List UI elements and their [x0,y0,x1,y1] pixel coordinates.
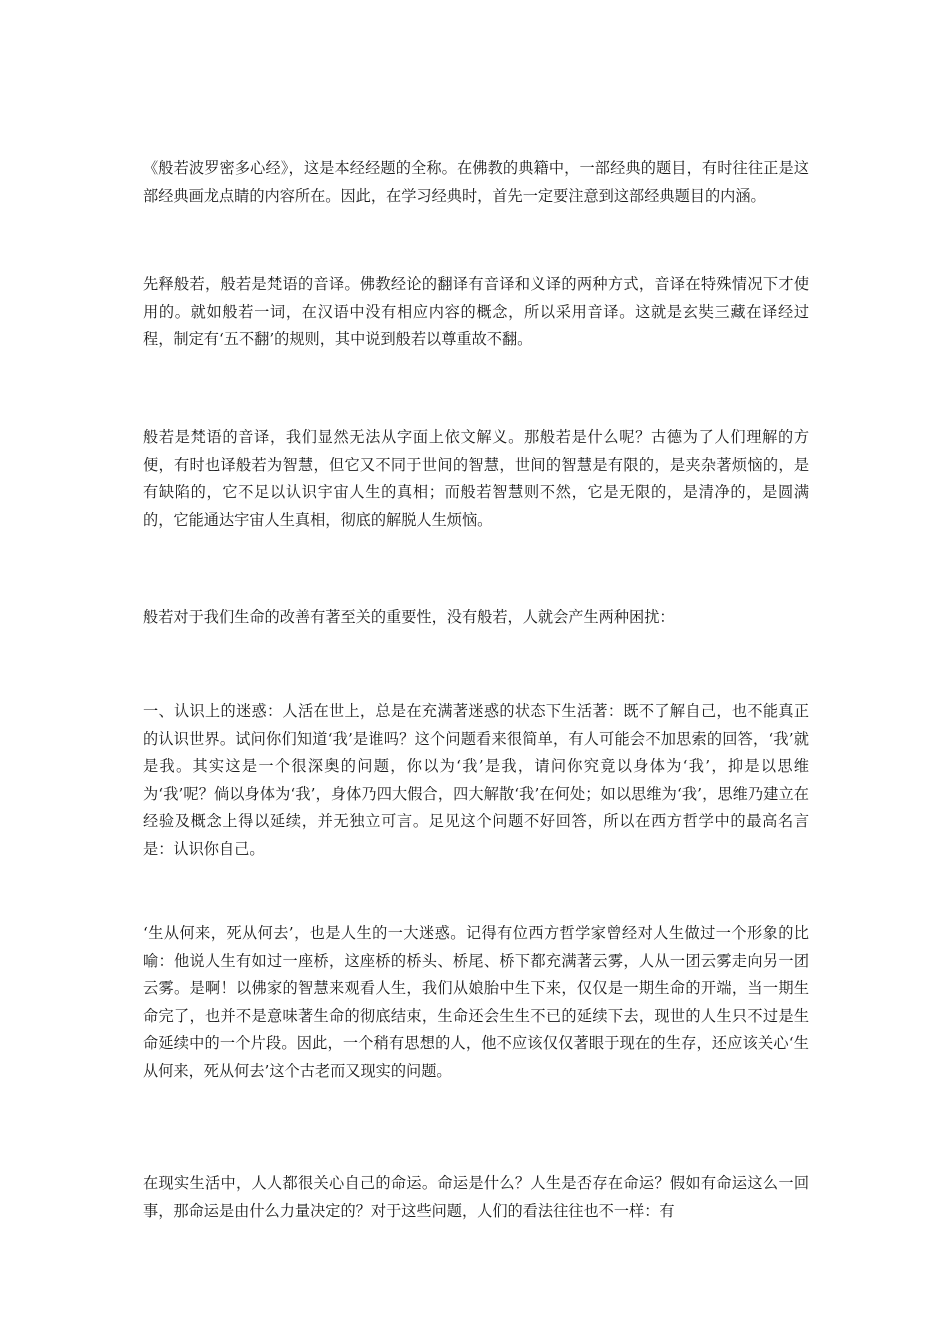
paragraph-destiny: 在现实生活中，人人都很关心自己的命运。命运是什么？人生是否存在命运？假如有命运这么一回事，那命运是由什么力量决定的？对于这些问题，人们的看法往往也不一样：有 [143,1174,809,1220]
paragraph-sutra-title: 《般若波罗密多心经》，这是本经经题的全称。在佛教的典籍中，一部经典的题目，有时往往正是这部经典画龙点睛的内容所在。因此，在学习经典时，首先一定要注意到这部经典题目的内涵。 [143,159,809,205]
paragraph-two-troubles: 般若对于我们生命的改善有著至关的重要性，没有般若，人就会产生两种困扰： [143,608,675,626]
paragraph-cognitive-confusion: 一、认识上的迷惑：人活在世上，总是在充满著迷惑的状态下生活著：既不了解自己，也不能真正的认识世界。试问你们知道‘我’是谁吗？这个问题看来很简单，有人可能会不加思索的回答，‘我’就是我。其实这是一个很深奥的问题，你以为‘我’是我，请问你究竟以身体为‘我’，抑是以思维为‘我’呢？倘以身体为‘我’，身体乃四大假合，四大解散‘我’在何处；如以思维为‘我’，思维乃建立在经验及概念上得以延续，并无独立可言。足见这个问题不好回答，所以在西方哲学中的最高名言是：认识你自己。 [143,702,809,858]
paragraph-life-and-death: ‘生从何来，死从何去’，也是人生的一大迷惑。记得有位西方哲学家曾经对人生做过一个形象的比喻：他说人生有如过一座桥，这座桥的桥头、桥尾、桥下都充满著云雾，人从一团云雾走向另一团云雾。是啊！以佛家的智慧来观看人生，我们从娘胎中生下来，仅仅是一期生命的开端，当一期生命完了，也并不是意味著生命的彻底结束，生命还会生生不已的延续下去，现世的人生只不过是生命延续中的一个片段。因此，一个稍有思想的人，他不应该仅仅著眼于现在的生存，还应该关心‘生从何来，死从何去’这个古老而又现实的问题。 [143,924,809,1080]
paragraph-prajna-transliteration: 先释般若，般若是梵语的音译。佛教经论的翻译有音译和义译的两种方式，音译在特殊情况下才使用的。就如般若一词，在汉语中没有相应内容的概念，所以采用音译。这就是玄奘三藏在译经过程，制定有‘五不翻’的规则，其中说到般若以尊重故不翻。 [143,275,809,349]
paragraph-prajna-wisdom: 般若是梵语的音译，我们显然无法从字面上依文解义。那般若是什么呢？古德为了人们理解的方便，有时也译般若为智慧，但它又不同于世间的智慧，世间的智慧是有限的，是夹杂著烦恼的，是有缺陷的，它不足以认识宇宙人生的真相；而般若智慧则不然，它是无限的，是清净的，是圆满的，它能通达宇宙人生真相，彻底的解脱人生烦恼。 [143,428,809,529]
